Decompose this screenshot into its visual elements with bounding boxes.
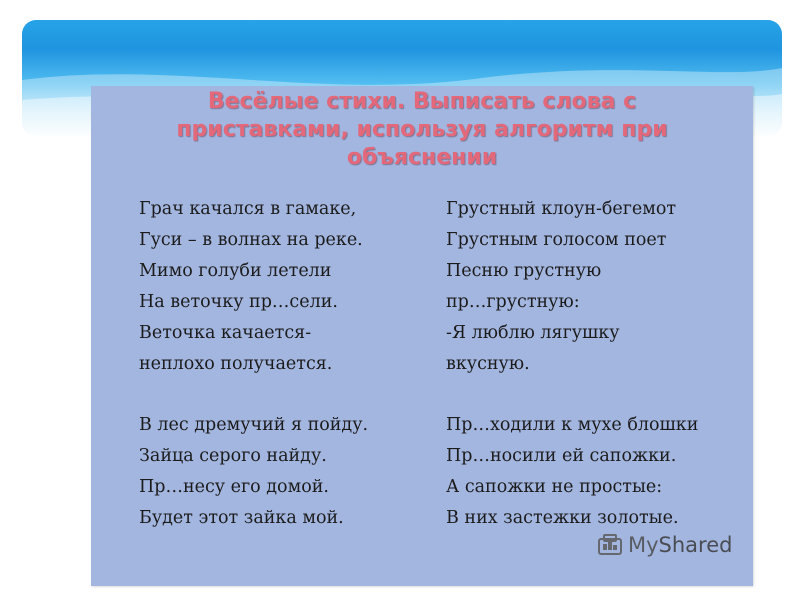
poem-line: Пр…ходили к мухе блошки bbox=[446, 415, 699, 435]
poem-line: вкусную. bbox=[446, 354, 530, 374]
poem-stanza bbox=[446, 194, 746, 380]
slide-content-card bbox=[91, 86, 753, 586]
stanza-spacer bbox=[139, 380, 429, 410]
title-line: Весёлые стихи. Выписать слова с bbox=[207, 89, 637, 114]
poem-line: Пр…носили ей сапожки. bbox=[446, 446, 677, 466]
poem-line: Зайца серого найду. bbox=[139, 446, 327, 466]
poem-line: Веточка качается- bbox=[139, 323, 312, 343]
poem-line: Грустный клоун-бегемот bbox=[446, 199, 677, 219]
poem-right-column bbox=[446, 194, 746, 534]
poem-stanza bbox=[446, 410, 746, 534]
poem-line: В них застежки золотые. bbox=[446, 508, 679, 528]
poem-line: Гуси – в волнах на реке. bbox=[139, 230, 363, 250]
watermark-text bbox=[628, 533, 732, 557]
poem-line: Мимо голуби летели bbox=[139, 261, 332, 281]
poem-stanza bbox=[139, 194, 429, 380]
poem-stanza bbox=[139, 410, 429, 534]
poem-line: пр…грустную: bbox=[446, 292, 580, 312]
poem-line: А сапожки не простые: bbox=[446, 477, 663, 497]
title-line: объяснении bbox=[346, 145, 498, 170]
title-line: приставками, используя алгоритм при bbox=[176, 117, 668, 142]
poem-line: На веточку пр…сели. bbox=[139, 292, 338, 312]
watermark-suffix: Shared bbox=[658, 533, 733, 557]
myshared-logo-icon bbox=[597, 532, 623, 558]
watermark-prefix: My bbox=[628, 533, 659, 557]
poem-line: Грач качался в гамаке, bbox=[139, 199, 357, 219]
poem-line: Грустным голосом поет bbox=[446, 230, 667, 250]
poem-line: неплохо получается. bbox=[139, 354, 333, 374]
poem-line: Будет этот зайка мой. bbox=[139, 508, 344, 528]
slide-title bbox=[91, 88, 753, 172]
stanza-spacer bbox=[446, 380, 746, 410]
poem-line: Пр…несу его домой. bbox=[139, 477, 329, 497]
poem-line: В лес дремучий я пойду. bbox=[139, 415, 369, 435]
myshared-watermark bbox=[597, 532, 732, 558]
poem-left-column bbox=[139, 194, 429, 534]
poem-line: -Я люблю лягушку bbox=[446, 323, 620, 343]
poem-line: Песню грустную bbox=[446, 261, 602, 281]
